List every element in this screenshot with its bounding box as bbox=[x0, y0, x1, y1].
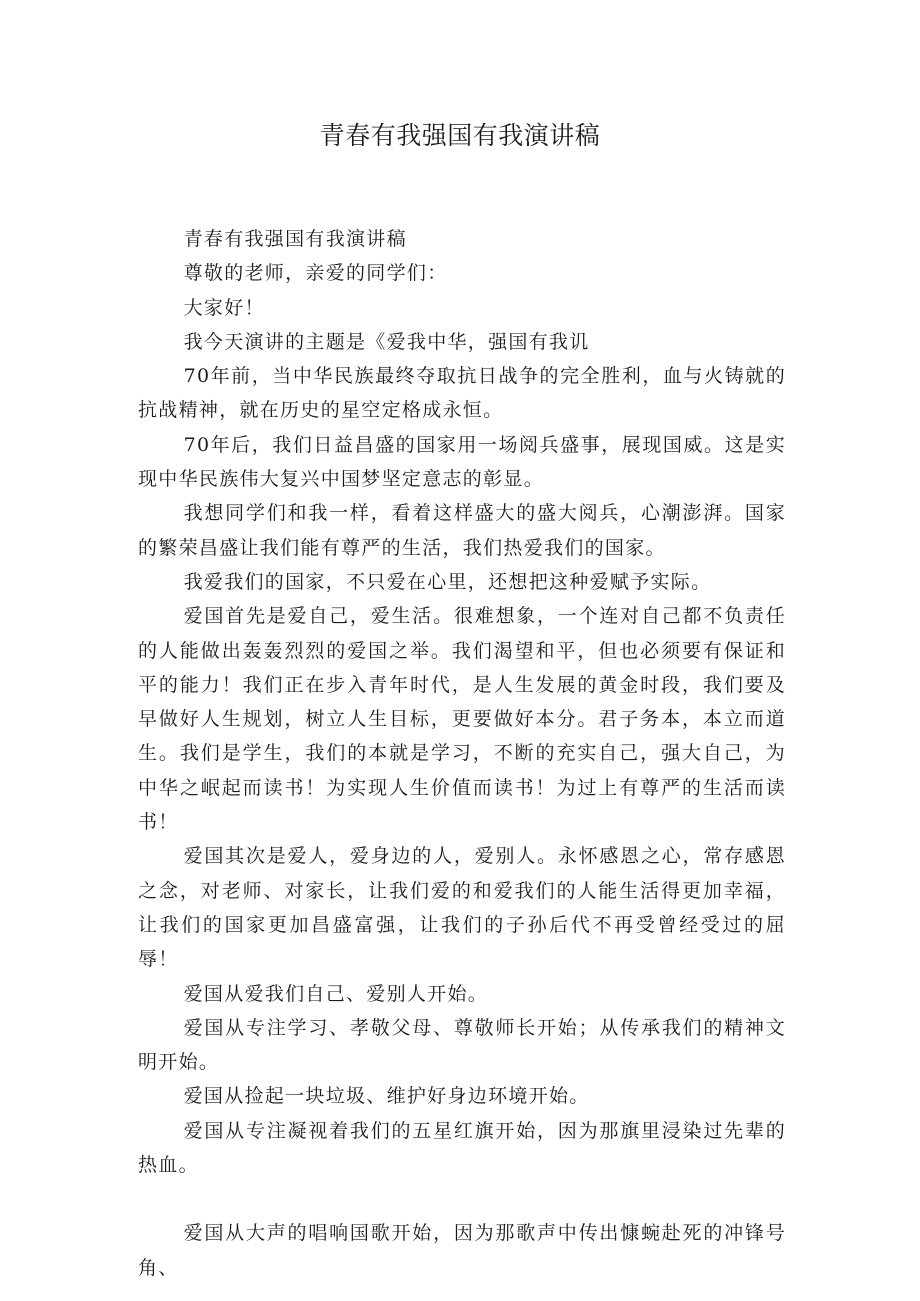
document-body bbox=[138, 222, 786, 1285]
paragraph: 70年前，当中华民族最终夺取抗日战争的完全胜利，血与火铸就的抗战精神，就在历史的星空定格成永恒。 bbox=[138, 365, 786, 422]
paragraph: 爱国从大声的唱响国歌开始，因为那歌声中传出慷蜿赴死的冲锋号角、 bbox=[138, 1222, 786, 1279]
paragraph: 爱国从专注学习、孝敬父母、尊敬师长开始；从传承我们的精神文明开始。 bbox=[138, 1016, 786, 1074]
paragraph: 爱国从捡起一块垃圾、维护好身边环境开始。 bbox=[183, 1085, 590, 1108]
paragraph: 爱国首先是爱自己，爱生活。很难想象，一个连对自己都不负责任的人能做出轰轰烈烈的爱国之举。我们渴望和平，但也必须要有保证和平的能力！我们正在步入青年时代，是人生发展的黄金时段，我们要及早做好人生规划，树立人生目标，更要做好本分。君子务本，本立而道生。我们是学生，我们的本就是学习，不断的充实自己，强大自己，为中华之岷起而读书！为实现人生价值而读书！为过上有尊严的生活而读书！ bbox=[138, 605, 786, 834]
paragraph: 我爱我们的国家，不只爱在心里，还想把这种爱赋予实际。 bbox=[183, 570, 712, 593]
paragraph: 70年后，我们日益昌盛的国家用一场阅兵盛事，展现国威。这是实现中华民族伟大复兴中国梦坚定意志的彰显。 bbox=[138, 433, 786, 491]
paragraph: 我想同学们和我一样，看着这样盛大的盛大阅兵，心潮澎湃。国家的繁荣昌盛让我们能有尊严的生活，我们热爱我们的国家。 bbox=[138, 502, 786, 559]
paragraph-salutation: 尊敬的老师，亲爱的同学们： bbox=[183, 262, 448, 285]
document-title: 青春有我强国有我演讲稿 bbox=[319, 121, 601, 150]
paragraph: 爱国从爱我们自己、爱别人开始。 bbox=[183, 982, 489, 1005]
paragraph-greeting: 大家好！ bbox=[183, 296, 265, 319]
paragraph-theme: 我今天演讲的主题是《爱我中华，强国有我讥 bbox=[183, 330, 590, 353]
paragraph-heading: 青春有我强国有我演讲稿 bbox=[183, 228, 407, 250]
paragraph: 爱国从专注凝视着我们的五星红旗开始，因为那旗里浸染过先辈的热血。 bbox=[138, 1119, 786, 1177]
paragraph: 爱国其次是爱人，爱身边的人，爱别人。永怀感恩之心，常存感恩之念，对老师、对家长，让我们爱的和爱我们的人能生活得更加幸福，让我们的国家更加昌盛富强，让我们的子孙后代不再受曾经受过的屈辱！ bbox=[138, 845, 786, 971]
